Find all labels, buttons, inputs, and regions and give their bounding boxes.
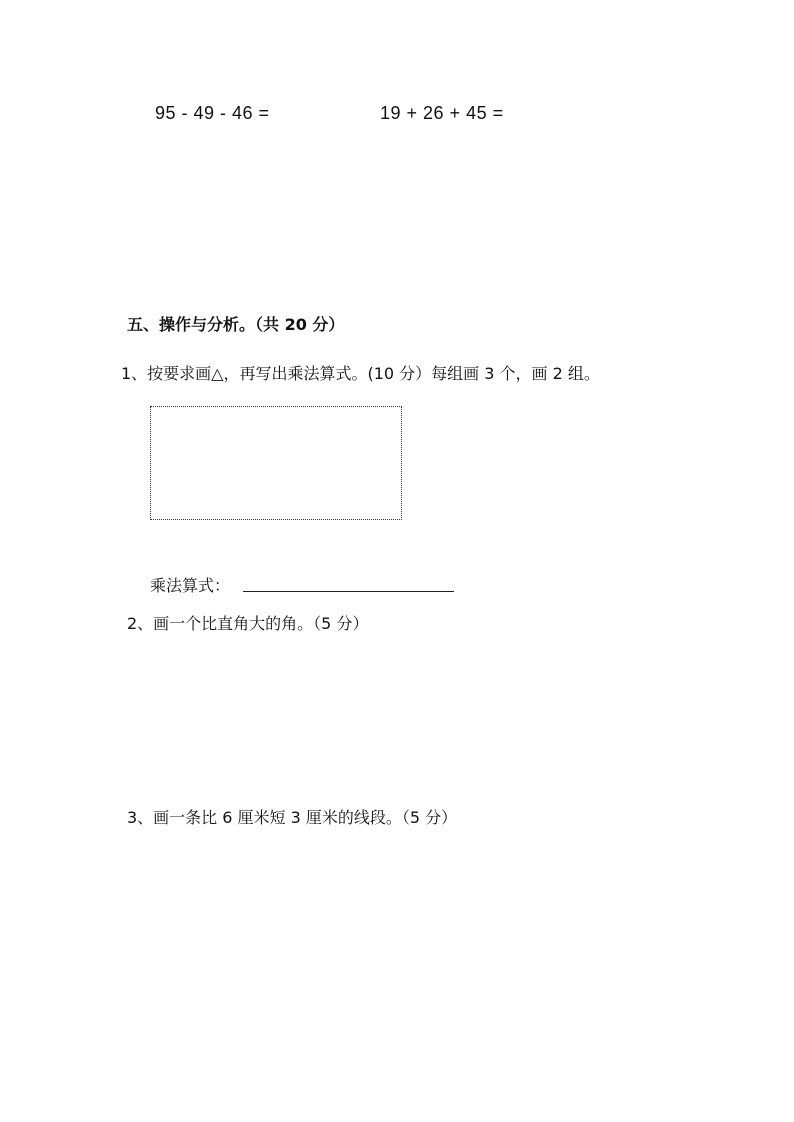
drawing-box[interactable] [150,406,402,520]
expression-left: 95 - 49 - 46 = [155,103,270,123]
question-3: 3、画一条比 6 厘米短 3 厘米的线段。（5 分） [127,808,458,827]
expression-right: 19 + 26 + 45 = [380,103,504,123]
question-1: 1、按要求画△，再写出乘法算式。(10 分）每组画 3 个，画 2 组。 [121,364,600,383]
answer-line[interactable] [243,591,454,592]
section-title: 五、操作与分析。（共 20 分） [127,315,345,334]
multiplication-label: 乘法算式： [150,576,231,595]
question-2: 2、画一个比直角大的角。（5 分） [127,614,369,633]
